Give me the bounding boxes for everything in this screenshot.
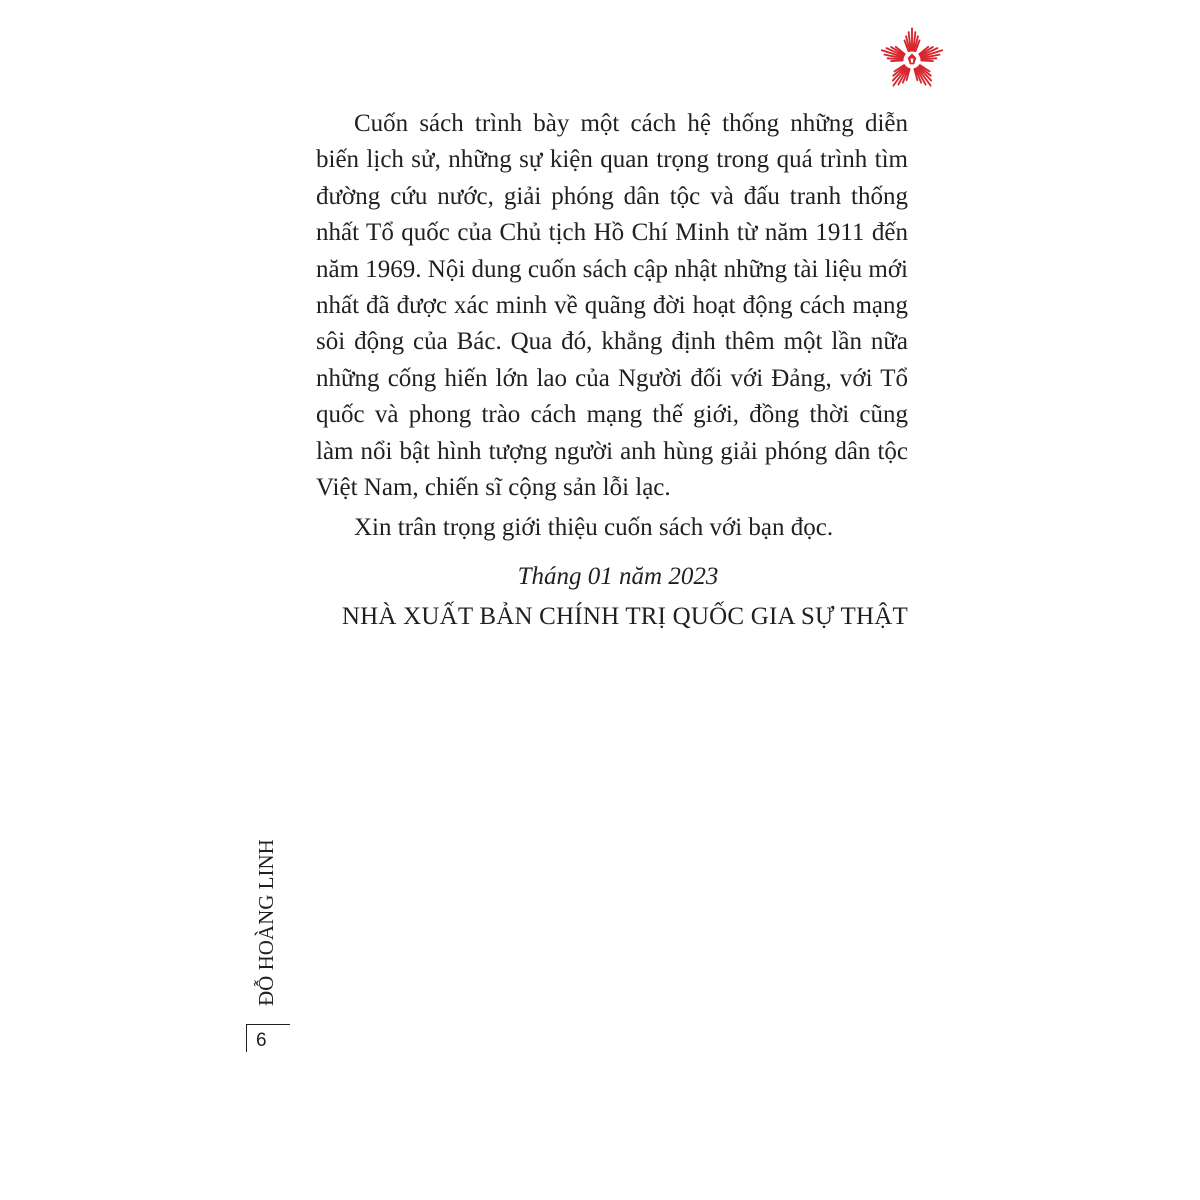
closing-paragraph: Xin trân trọng giới thiệu cuốn sách với bạn đọc. xyxy=(354,514,834,542)
running-author-name: ĐỖ HOÀNG LINH xyxy=(254,839,278,1006)
body-paragraph: Cuốn sách trình bày một cách hệ thống những diễn biến lịch sử, những sự kiện quan trọng trong quá trình tìm đường cứu nước, giải phóng dân tộc và đấu tranh thống nhất Tổ quốc của Chủ tịch Hồ Chí Minh từ năm 1911 đến năm 1969. Nội dung cuốn sách cập nhật những tài liệu mới nhất đã được xác minh về quãng đời hoạt động cách mạng sôi động của Bác. Qua đó, khẳng định thêm một lần nữa những cống hiến lớn lao của Người đối với Đảng, với Tổ quốc và phong trào cách mạng thế giới, đồng thời cũng làm nổi bật hình tượng người anh hùng giải phóng dân tộc Việt Nam, chiến sĩ cộng sản lỗi lạc. xyxy=(316,110,908,502)
folio-divider-vertical xyxy=(246,1024,247,1052)
date-line: Tháng 01 năm 2023 xyxy=(517,562,719,590)
publisher-name: NHÀ XUẤT BẢN CHÍNH TRỊ QUỐC GIA SỰ THẬT xyxy=(341,602,908,630)
page-number: 6 xyxy=(256,1030,267,1051)
folio-divider xyxy=(246,1024,290,1025)
publisher-star-logo-icon xyxy=(876,24,948,96)
main-text xyxy=(316,106,908,635)
